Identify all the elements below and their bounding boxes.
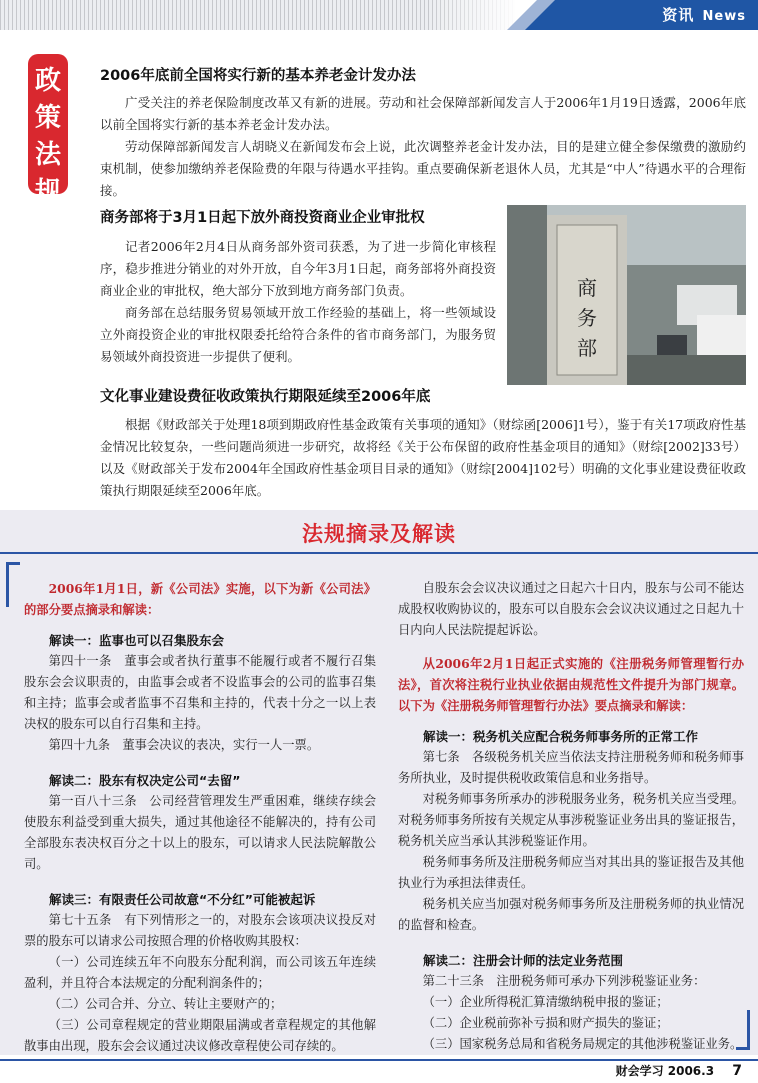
panel-left-column: 2006年1月1日，新《公司法》实施，以下为新《公司法》的部分要点摘录和解读： 解读一：监事也可以召集股东会 第四十一条 董事会或者执行董事不能履行或者不履行召集股东会会议职责的，由监事会或者不设监事会的公司的监事召集和主持；监事会或者监事不召集和主持的，代表十分之一以上表决权的股东可以自行召集和主持。 第四十九条 董事会决议的表决，实行一人一票。 解读二：股东有权决定公司“去留” 第一百八十三条 公司经营管理发生严重困难，继续存续会使股东利益受到重大损失，通过其他途径不能解决的，持有公司全部股东表决权百分之十以上的股东，可以请求人民法院解散公司。 解读三：有限责任公司故意“不分红”可能被起诉 第七十五条 有下列情形之一的，对股东会该项决议投反对票的股东可以请求公司按照合理的价格收购其股权： （一）公司连续五年不向股东分配利润，而公司该五年连续盈利，并且符合本法规定的分配利润条件的； （二）公司合并、分立、转让主要财产的； （三）公司章程规定的营业期限届满或者章程规定的其他解散事由出现，股东会会议通过决议修改章程使公司存续的。 bbox=[24, 578, 376, 1057]
article-2-body: 记者2006年2月4日从商务部外资司获悉，为了进一步简化审核程序，稳步推进分销业的对外开放，自今年3月1日起，商务部将外商投资商业企业的审批权，绝大部分下放到地方商务部门负责。 商务部在总结服务贸易领域开放工作经验的基础上，将一些领域设立外商投资企业的审批权限委托给符合条件的省市商务部门，为服务贸易领域外商投资进一步提供了便利。 bbox=[100, 239, 496, 364]
photo-sign-char-1: 商 bbox=[577, 276, 597, 300]
article-3-body: 根据《财政部关于处理18项到期政府性基金政策有关事项的通知》（财综函[2006]1号），鉴于有关17项政府性基金情况比较复杂，一些问题尚须进一步研究，故将经《关于公布保留的政府性基金项目的通知》（财综[2002]33号）以及《财政部关于发布2004年全国政府性基金项目目录的通知》（财综[2004]102号）明确的文化事业建设费征收政策执行期限延续至2006年底。 bbox=[100, 417, 746, 498]
footer-rule bbox=[0, 1059, 758, 1061]
left-section-3-heading: 解读三：有限责任公司故意“不分红”可能被起诉 bbox=[49, 892, 316, 907]
article-1-body: 广受关注的养老保险制度改革又有新的进展。劳动和社会保障部新闻发言人于2006年1月19日透露，2006年底以前全国将实行新的基本养老金计发办法。 劳动保障部新闻发言人胡晓义在新闻发布会上说，此次调整养老金计发办法，目的是建立健全参保缴费的激励约束机制，使参加缴纳养老保险费的年限与待遇水平挂钩。重点要确保新老退休人员，尤其是“中人”待遇水平的合理衔接。 bbox=[100, 95, 746, 198]
section-tag: 政 策 法 规 bbox=[28, 54, 68, 194]
company-law-intro: 2006年1月1日，新《公司法》实施，以下为新《公司法》的部分要点摘录和解读： bbox=[24, 581, 376, 617]
svg-text:部: 部 bbox=[577, 336, 597, 360]
page-number: 7 bbox=[732, 1063, 742, 1079]
photo-illustration bbox=[507, 205, 746, 385]
left-section-1-heading: 解读一：监事也可以召集股东会 bbox=[49, 633, 225, 648]
company-law-continuation: 自股东会会议决议通过之日起六十日内，股东与公司不能达成股权收购协议的，股东可以自股东会会议决议通过之日起九十日内向人民法院提起诉讼。 bbox=[398, 581, 744, 637]
panel-right-column: 自股东会会议决议通过之日起六十日内，股东与公司不能达成股权收购协议的，股东可以自股东会会议决议通过之日起九十日内向人民法院提起诉讼。 从2006年2月1日起正式实施的《注册税务师管理暂行办法》，首次将注税行业执业依据由规范性文件提升为部门规章。以下为《注册税务师管理暂行办法》要点摘录和解读： 解读一：税务机关应配合税务师事务所的正常工作 第七条 各级税务机关应当依法支持注册税务师和税务师事务所执业，及时提供税收政策信息和业务指导。 对税务师事务所承办的涉税服务业务，税务机关应当受理。对税务师事务所按有关规定从事涉税鉴证业务出具的鉴证报告，税务机关应当承认其涉税鉴证作用。 税务师事务所及注册税务师应当对其出具的鉴证报告及其他执业行为承担法律责任。 税务机关应当加强对税务师事务所及注册税务师的执业情况的监督和检查。 解读二：注册会计师的法定业务范围 第二十三条 注册税务师可承办下列涉税鉴证业务： （一）企业所得税汇算清缴纳税申报的鉴证； （二）企业税前弥补亏损和财产损失的鉴证； （三）国家税务总局和省税务局规定的其他涉税鉴证业务。 bbox=[398, 578, 744, 1055]
panel-title: 法规摘录及解读 bbox=[302, 522, 456, 546]
right-section-1-heading: 解读一：税务机关应配合税务师事务所的正常工作 bbox=[423, 729, 699, 744]
section-en: News bbox=[702, 9, 746, 24]
header-band bbox=[0, 0, 758, 30]
header-section-label bbox=[516, 0, 758, 30]
tax-agent-intro: 从2006年2月1日起正式实施的《注册税务师管理暂行办法》，首次将注税行业执业依据由规范性文件提升为部门规章。以下为《注册税务师管理暂行办法》要点摘录和解读： bbox=[398, 656, 744, 713]
page-footer bbox=[616, 1062, 742, 1079]
right-section-2-heading: 解读二：注册会计师的法定业务范围 bbox=[423, 953, 624, 968]
corner-bracket-left bbox=[6, 562, 20, 607]
article-1-title: 2006年底前全国将实行新的基本养老金计发办法 bbox=[100, 68, 416, 84]
svg-text:务: 务 bbox=[577, 306, 597, 330]
article-3-title: 文化事业建设费征收政策执行期限延续至2006年底 bbox=[100, 389, 431, 405]
commerce-ministry-photo bbox=[507, 205, 746, 385]
section-cn: 资讯 bbox=[662, 6, 695, 24]
left-section-2-heading: 解读二：股东有权决定公司“去留” bbox=[49, 773, 241, 788]
journal-issue: 财会学习 2006.3 bbox=[615, 1064, 715, 1078]
panel-title-rule bbox=[0, 552, 758, 554]
article-2-title: 商务部将于3月1日起下放外商投资商业企业审批权 bbox=[100, 210, 425, 226]
